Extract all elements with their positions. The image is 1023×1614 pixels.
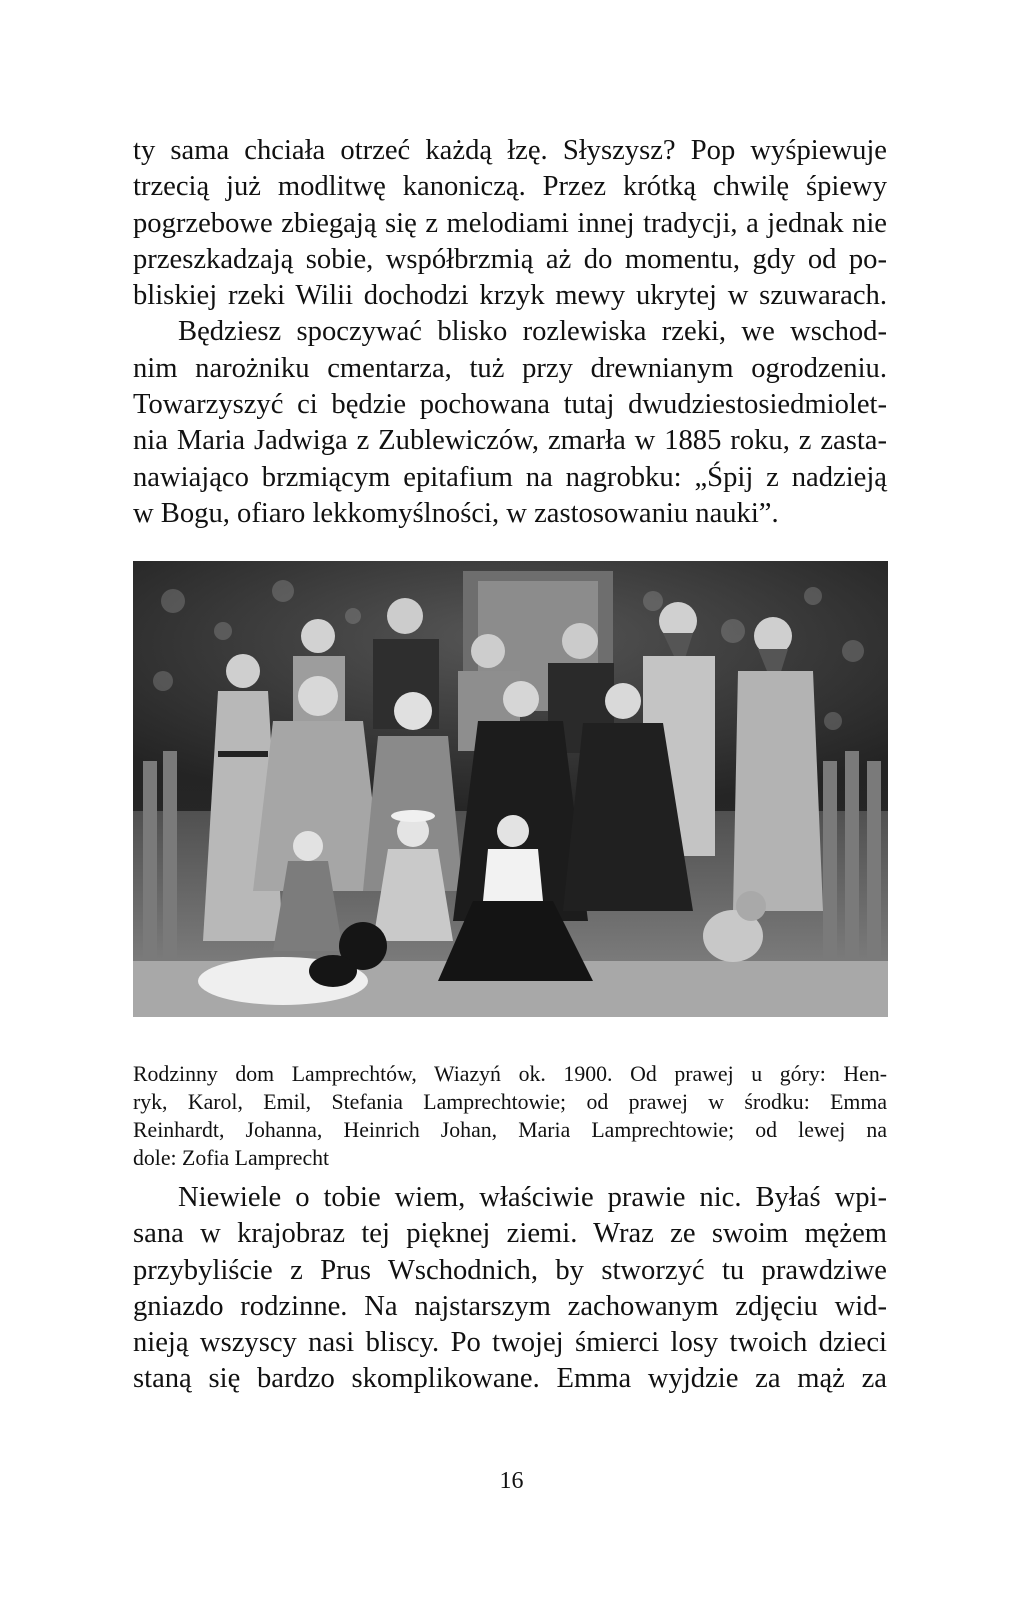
text-block-top: [133, 133, 887, 532]
text-line: nim narożniku cmentarza, tuż przy drewnianym ogrodzeniu.: [133, 352, 887, 384]
text-line: ty sama chciała otrzeć każdą łzę. Słyszysz? Pop wyśpiewuje: [133, 135, 887, 166]
text-line: przeszkadzają sobie, współbrzmią aż do momentu, gdy od po-: [133, 243, 887, 275]
text-line: nia Maria Jadwiga z Zublewiczów, zmarła w 1885 roku, z zasta-: [133, 425, 887, 457]
text-block-bottom: [133, 1180, 887, 1398]
page-number: 16: [499, 1468, 524, 1494]
text-line: nieją wszyscy nasi bliscy. Po twojej śmierci losy twoich dzieci: [133, 1327, 887, 1359]
text-line: trzecią już modlitwę kanoniczą. Przez krótką chwilę śpiewy: [133, 171, 887, 203]
text-line: gniazdo rodzinne. Na najstarszym zachowanym zdjęciu wid-: [133, 1290, 887, 1322]
text-line: sana w krajobraz tej pięknej ziemi. Wraz ze swoim mężem: [133, 1218, 887, 1250]
caption-line: Reinhardt, Johanna, Heinrich Johan, Maria Lamprechtowie; od lewej na: [133, 1118, 887, 1142]
caption-line: Rodzinny dom Lamprechtów, Wiazyń ok. 1900. Od prawej u góry: Hen-: [133, 1062, 887, 1086]
text-line: przybyliście z Prus Wschodnich, by stworzyć tu prawdziwe: [133, 1254, 887, 1286]
text-line: Towarzyszyć ci będzie pochowana tutaj dwudziestosiedmiolet-: [133, 389, 887, 421]
text-line: Będziesz spoczywać blisko rozlewiska rzeki, we wschod-: [178, 316, 887, 348]
family-photo-illustration: [133, 561, 888, 1017]
text-line: pogrzebowe zbiegają się z melodiami innej tradycji, a jednak nie: [133, 207, 887, 239]
caption-line: ryk, Karol, Emil, Stefania Lamprechtowie; od prawej w środku: Emma: [133, 1090, 887, 1114]
text-line: nawiająco brzmiącym epitafium na nagrobku: „Śpij z nadzieją: [133, 461, 887, 493]
photo-caption: [133, 1060, 887, 1172]
text-line: Niewiele o tobie wiem, właściwie prawie nic. Byłaś wpi-: [178, 1182, 887, 1213]
text-line: staną się bardzo skomplikowane. Emma wyjdzie za mąż za: [133, 1363, 887, 1395]
caption-line: dole: Zofia Lamprecht: [133, 1146, 330, 1170]
text-line: w Bogu, ofiaro lekkomyślności, w zastosowaniu nauki”.: [133, 497, 779, 529]
family-photo: [133, 561, 888, 1017]
text-line: bliskiej rzeki Wilii dochodzi krzyk mewy ukrytej w szuwarach.: [133, 280, 887, 312]
